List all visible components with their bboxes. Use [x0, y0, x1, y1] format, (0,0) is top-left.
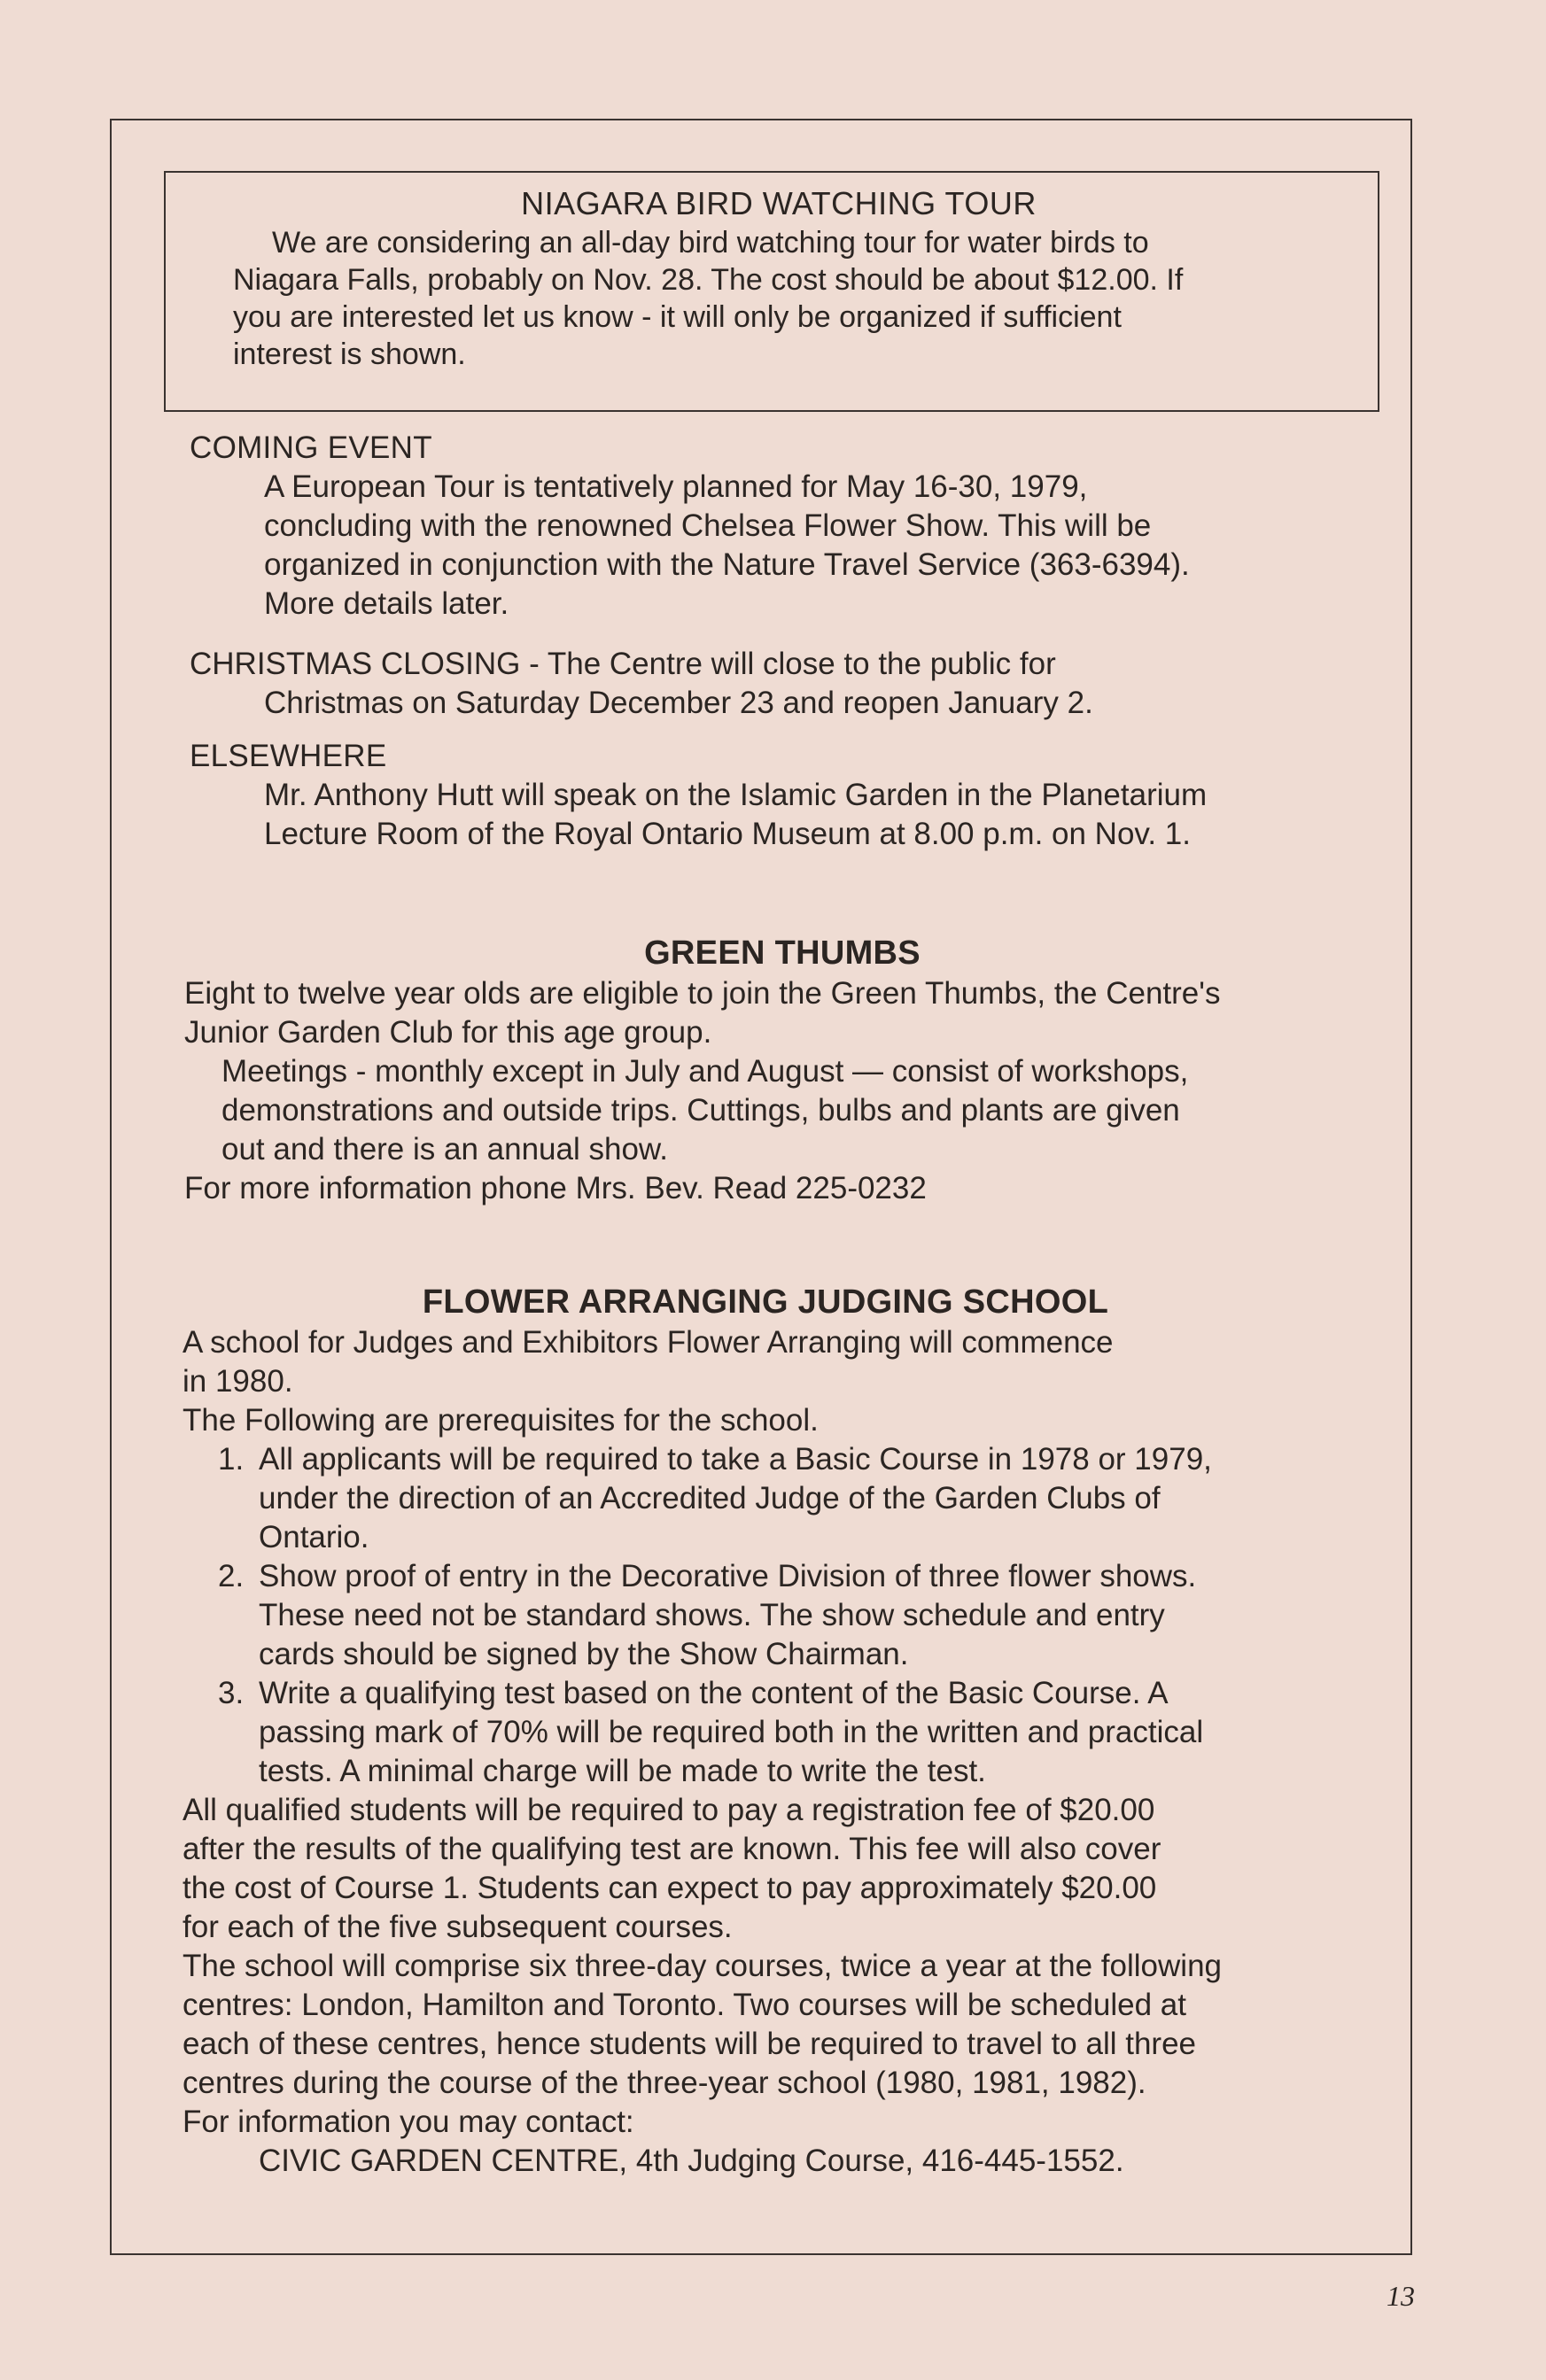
prerequisite-number: 2. — [218, 1559, 245, 1593]
fees-line: All qualified students will be required to pay a registration fee of $20.00 — [183, 1793, 1155, 1827]
elsewhere-body — [190, 776, 1377, 854]
prerequisite-line: under the direction of an Accredited Judge of the Garden Clubs of — [259, 1481, 1161, 1516]
christmas-closing-line: Christmas on Saturday December 23 and reopen January 2. — [264, 686, 1093, 720]
schedule-line: centres during the course of the three-year school (1980, 1981, 1982). — [183, 2066, 1146, 2100]
elsewhere-section — [190, 737, 1377, 854]
bird-tour-line: We are considering an all-day bird watching tour for water birds to — [272, 226, 1149, 260]
green-thumbs-meetings-line: demonstrations and outside trips. Cuttings, bulbs and plants are given — [221, 1093, 1180, 1128]
green-thumbs-section — [184, 932, 1380, 1208]
prerequisite-line: Write a qualifying test based on the content of the Basic Course. A — [259, 1676, 1169, 1710]
prerequisite-line: tests. A minimal charge will be made to write the test. — [259, 1754, 986, 1788]
prerequisite-number: 1. — [218, 1442, 245, 1477]
bird-tour-notice-box — [164, 171, 1379, 412]
prerequisite-line: All applicants will be required to take a Basic Course in 1978 or 1979, — [259, 1442, 1212, 1477]
fees-line: after the results of the qualifying test are known. This fee will also cover — [183, 1832, 1161, 1866]
prerequisite-text — [259, 1674, 1203, 1791]
prerequisite-line: passing mark of 70% will be required both in the written and practical — [259, 1715, 1204, 1749]
prerequisite-line: Ontario. — [259, 1520, 369, 1554]
prerequisite-line: These need not be standard shows. The show schedule and entry — [259, 1598, 1165, 1632]
green-thumbs-meetings — [184, 1052, 1380, 1169]
prerequisite-list — [183, 1440, 1384, 1791]
prerequisite-text — [259, 1440, 1212, 1557]
coming-event-line: More details later. — [264, 586, 509, 621]
elsewhere-line: Mr. Anthony Hutt will speak on the Islamic Garden in the Planetarium — [264, 778, 1208, 812]
judging-school-intro-line: A school for Judges and Exhibitors Flower Arranging will commence — [183, 1325, 1114, 1360]
coming-event-body — [190, 468, 1377, 624]
green-thumbs-meetings-line: out and there is an annual show. — [221, 1132, 668, 1167]
christmas-closing-line: CHRISTMAS CLOSING - The Centre will close to the public for — [190, 647, 1056, 681]
coming-event-line: concluding with the renowned Chelsea Flower Show. This will be — [264, 508, 1152, 543]
christmas-closing-section — [190, 645, 1377, 723]
prerequisite-item — [218, 1674, 1384, 1791]
schedule-line: each of these centres, hence students will be required to travel to all three — [183, 2027, 1196, 2061]
coming-event-heading: COMING EVENT — [190, 430, 432, 465]
contact-details: CIVIC GARDEN CENTRE, 4th Judging Course, 416-445-1552. — [259, 2144, 1124, 2178]
fees-line: for each of the five subsequent courses. — [183, 1910, 733, 1944]
prerequisite-number: 3. — [218, 1676, 245, 1710]
bird-tour-line: interest is shown. — [233, 337, 466, 371]
prerequisite-line: Show proof of entry in the Decorative Division of three flower shows. — [259, 1559, 1197, 1593]
schedule-line: The school will comprise six three-day courses, twice a year at the following — [183, 1949, 1222, 1983]
judging-school-intro-line: in 1980. — [183, 1364, 293, 1399]
green-thumbs-line: Junior Garden Club for this age group. — [184, 1015, 712, 1050]
judging-school-title: FLOWER ARRANGING JUDGING SCHOOL — [422, 1283, 1109, 1321]
bird-tour-line: Niagara Falls, probably on Nov. 28. The cost should be about $12.00. If — [233, 263, 1184, 297]
fees-line: the cost of Course 1. Students can expect to pay approximately $20.00 — [183, 1871, 1157, 1905]
coming-event-section — [190, 429, 1377, 624]
bird-tour-body — [233, 224, 1325, 373]
schedule-line: centres: London, Hamilton and Toronto. Two courses will be scheduled at — [183, 1988, 1186, 2022]
bird-tour-line: you are interested let us know - it will only be organized if sufficient — [233, 300, 1122, 334]
judging-school-section — [183, 1281, 1384, 2181]
green-thumbs-meetings-line: Meetings - monthly except in July and August — consist of workshops, — [221, 1054, 1189, 1089]
contact-intro: For information you may contact: — [183, 2105, 634, 2139]
green-thumbs-line: Eight to twelve year olds are eligible to join the Green Thumbs, the Centre's — [184, 976, 1221, 1011]
bird-tour-title: NIAGARA BIRD WATCHING TOUR — [521, 185, 1037, 221]
prerequisite-item — [218, 1557, 1384, 1674]
page-number: 13 — [1387, 2280, 1415, 2312]
judging-school-prereq-intro: The Following are prerequisites for the school. — [183, 1403, 819, 1438]
prerequisite-item — [218, 1440, 1384, 1557]
prerequisite-text — [259, 1557, 1196, 1674]
green-thumbs-info: For more information phone Mrs. Bev. Read 225-0232 — [184, 1171, 927, 1206]
elsewhere-line: Lecture Room of the Royal Ontario Museum at 8.00 p.m. on Nov. 1. — [264, 817, 1191, 851]
coming-event-line: organized in conjunction with the Nature Travel Service (363-6394). — [264, 547, 1190, 582]
elsewhere-heading: ELSEWHERE — [190, 739, 387, 773]
prerequisite-line: cards should be signed by the Show Chairman. — [259, 1637, 909, 1671]
coming-event-line: A European Tour is tentatively planned for May 16-30, 1979, — [264, 469, 1088, 504]
green-thumbs-title: GREEN THUMBS — [644, 934, 921, 972]
